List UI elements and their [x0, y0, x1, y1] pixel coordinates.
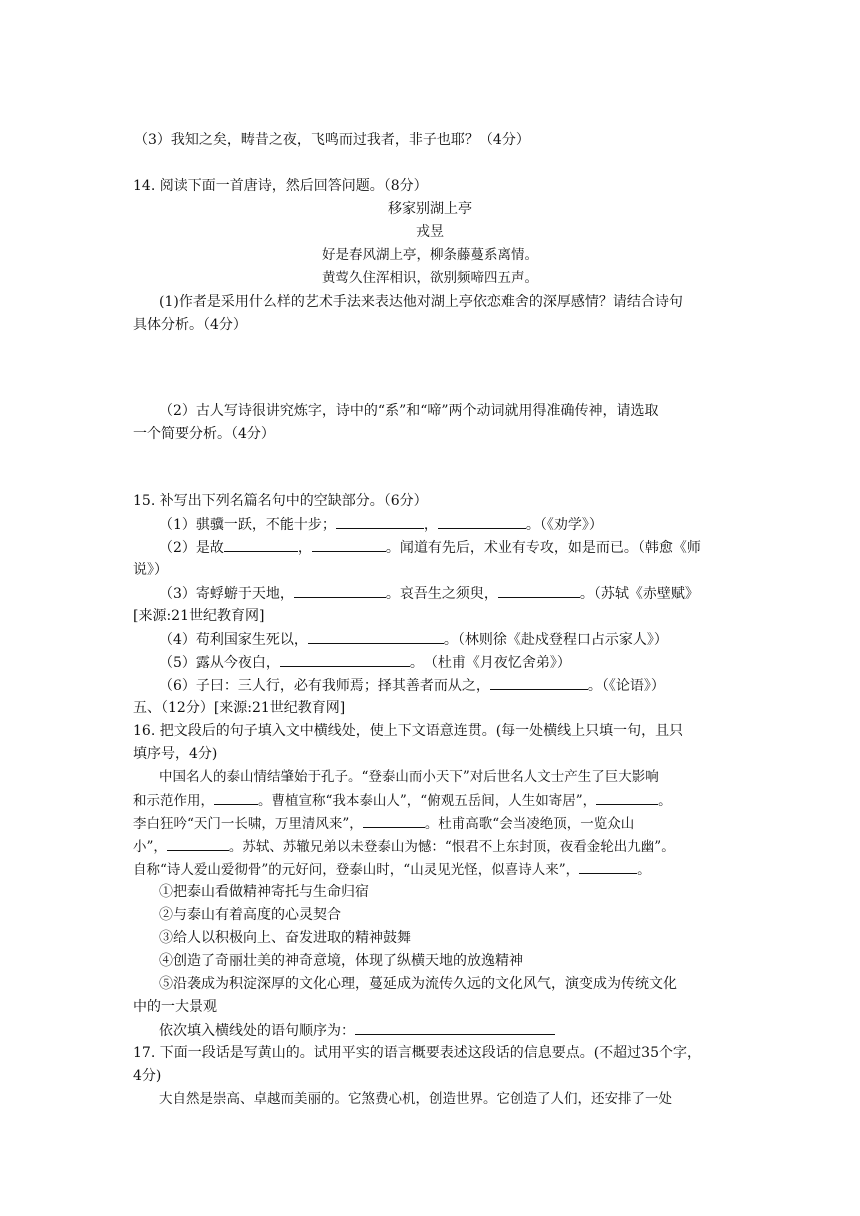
question-14-heading: 14. 阅读下面一首唐诗，然后回答问题。（8分）: [133, 178, 428, 194]
question-16-line-2: 填序号，4分): [133, 746, 218, 762]
passage-16-line-4: [133, 836, 675, 857]
question-14-2-line-1: （2）古人写诗很讲究炼字，诗中的“系”和“啼”两个动词就用得准确传神，请选取: [159, 403, 659, 419]
q15-2-text-c: 。闻道有先后，术业有专攻，如是而已。（韩愈《师: [385, 540, 701, 556]
q15-1-text-b: ，: [423, 517, 438, 533]
q15-1-text-c: 。（《劝学》）: [525, 517, 603, 533]
q15-4-text-a: （4）苟利国家生死以，: [159, 632, 308, 648]
q15-3-text-b: 。哀吾生之须臾，: [385, 586, 498, 602]
option-1: ①把泰山看做精神寄托与生命归宿: [159, 884, 369, 900]
q15-6-text-a: （6）子曰：三人行，必有我师焉；择其善者而从之，: [159, 678, 490, 694]
q15-3-text-a: （3）寄蜉蝣于天地，: [159, 586, 294, 602]
question-14-1-line-1: (1)作者是采用什么样的艺术手法来表达他对湖上亭依恋难舍的深厚感情？请结合诗句: [159, 294, 683, 310]
poem-title: 移家别湖上亭: [388, 201, 472, 217]
answer-blank[interactable]: [579, 859, 637, 874]
question-15-5: [159, 652, 571, 673]
p16-4-text-a: 小”，: [133, 839, 167, 855]
poem-line-1: 好是春风湖上亭，柳条藤蔓系离情。: [322, 247, 538, 263]
p16-3-text-b: 。杜甫高歌“会当凌绝顶，一览众山: [424, 816, 635, 832]
option-2: ②与泰山有着高度的心灵契合: [159, 907, 341, 923]
section-5-heading: 五、（12分）[来源:21世纪教育网]: [133, 700, 346, 716]
answer-blank[interactable]: [498, 583, 580, 598]
answer-blank[interactable]: [355, 1020, 555, 1035]
answer-blank[interactable]: [294, 583, 386, 598]
question-15-2-cont: 说》）: [133, 562, 168, 578]
p16-2-text-c: 。: [658, 793, 672, 809]
q15-3-text-c: 。（苏轼《赤壁赋》: [579, 586, 699, 602]
order-prompt: [159, 1020, 555, 1041]
question-15-6: [159, 675, 665, 696]
passage-16-line-5: [133, 859, 651, 880]
q15-5-text-b: 。 （杜甫《月夜忆舍弟》）: [409, 655, 571, 671]
question-15-2: [159, 537, 701, 558]
answer-blank[interactable]: [308, 629, 444, 644]
answer-blank[interactable]: [596, 790, 658, 805]
question-13-3: （3）我知之矣，畴昔之夜，飞鸣而过我者，非子也耶？（4分）: [134, 132, 530, 148]
question-15-1: [159, 514, 603, 535]
q15-2-text-b: ，: [297, 540, 312, 556]
passage-16-line-2: [133, 790, 672, 811]
answer-blank[interactable]: [336, 514, 424, 529]
answer-blank[interactable]: [167, 836, 229, 851]
q15-2-text-a: （2）是故: [159, 540, 224, 556]
question-14-1-line-2: 具体分析。（4分）: [133, 317, 247, 333]
answer-blank[interactable]: [438, 514, 526, 529]
answer-blank[interactable]: [224, 537, 298, 552]
question-15-3: [159, 583, 699, 604]
question-16-line-1: 16. 把文段后的句子填入文中横线处，使上下文语意连贯。(每一处横线上只填一句，且只: [133, 723, 684, 739]
question-17-line-1: 17. 下面一段话是写黄山的。试用平实的语言概要表述这段话的信息要点。(不超过35个字，: [133, 1045, 701, 1061]
poem-line-2: 黄莺久住浑相识，欲别频啼四五声。: [322, 270, 538, 286]
passage-16-line-3: [133, 813, 634, 834]
option-5-line-2: 中的一大景观: [133, 999, 217, 1015]
answer-blank[interactable]: [280, 652, 410, 667]
p16-2-text-b: 。曹植宣称“我本泰山人”，“俯观五岳间，人生如寄居”，: [258, 793, 597, 809]
p16-5-text-b: 。: [637, 862, 651, 878]
question-17-line-2: 4分): [133, 1068, 162, 1084]
p16-4-text-b: 。苏轼、苏辙兄弟以未登泰山为憾：“恨君不上东封顶，夜看金轮出九幽”。: [228, 839, 675, 855]
q15-4-text-b: 。（林则徐《赴戍登程口占示家人》）: [443, 632, 668, 648]
answer-blank[interactable]: [363, 813, 425, 828]
q15-5-text-a: （5）露从今夜白，: [159, 655, 280, 671]
option-3: ③给人以积极向上、奋发进取的精神鼓舞: [159, 930, 411, 946]
p16-5-text-a: 自称“诗人爱山爱彻骨”的元好问，登泰山时，“山灵见光怪，似喜诗人来”，: [133, 862, 580, 878]
answer-blank[interactable]: [214, 790, 258, 805]
q15-6-text-b: 。（《论语》）: [587, 678, 665, 694]
order-prompt-label: 依次填入横线处的语句顺序为：: [159, 1023, 355, 1039]
poem-author: 戎昱: [416, 224, 444, 240]
question-15-4: [159, 629, 668, 650]
question-15-heading: 15. 补写出下列名篇名句中的空缺部分。（6分）: [133, 493, 428, 509]
p16-2-text-a: 和示范作用，: [133, 793, 214, 809]
question-14-2-line-2: 一个简要分析。（4分）: [133, 426, 275, 442]
answer-blank[interactable]: [490, 675, 588, 690]
option-4: ④创造了奇丽壮美的神奇意境，体现了纵横天地的放逸精神: [159, 953, 523, 969]
q15-1-text-a: （1）骐骥一跃，不能十步；: [159, 517, 336, 533]
option-5-line-1: ⑤沿袭成为积淀深厚的文化心理，蔓延成为流传久远的文化风气，演变成为传统文化: [159, 976, 677, 992]
source-note: [来源:21世纪教育网]: [133, 608, 265, 624]
passage-16-line-1: 中国名人的泰山情结肇始于孔子。“登泰山而小天下”对后世名人文士产生了巨大影响: [159, 769, 659, 785]
passage-17-line-1: 大自然是崇高、卓越而美丽的。它煞费心机，创造世界。它创造了人们，还安排了一处: [159, 1091, 672, 1107]
p16-3-text-a: 李白狂吟“天门一长啸，万里清风来”，: [133, 816, 363, 832]
answer-blank[interactable]: [312, 537, 386, 552]
